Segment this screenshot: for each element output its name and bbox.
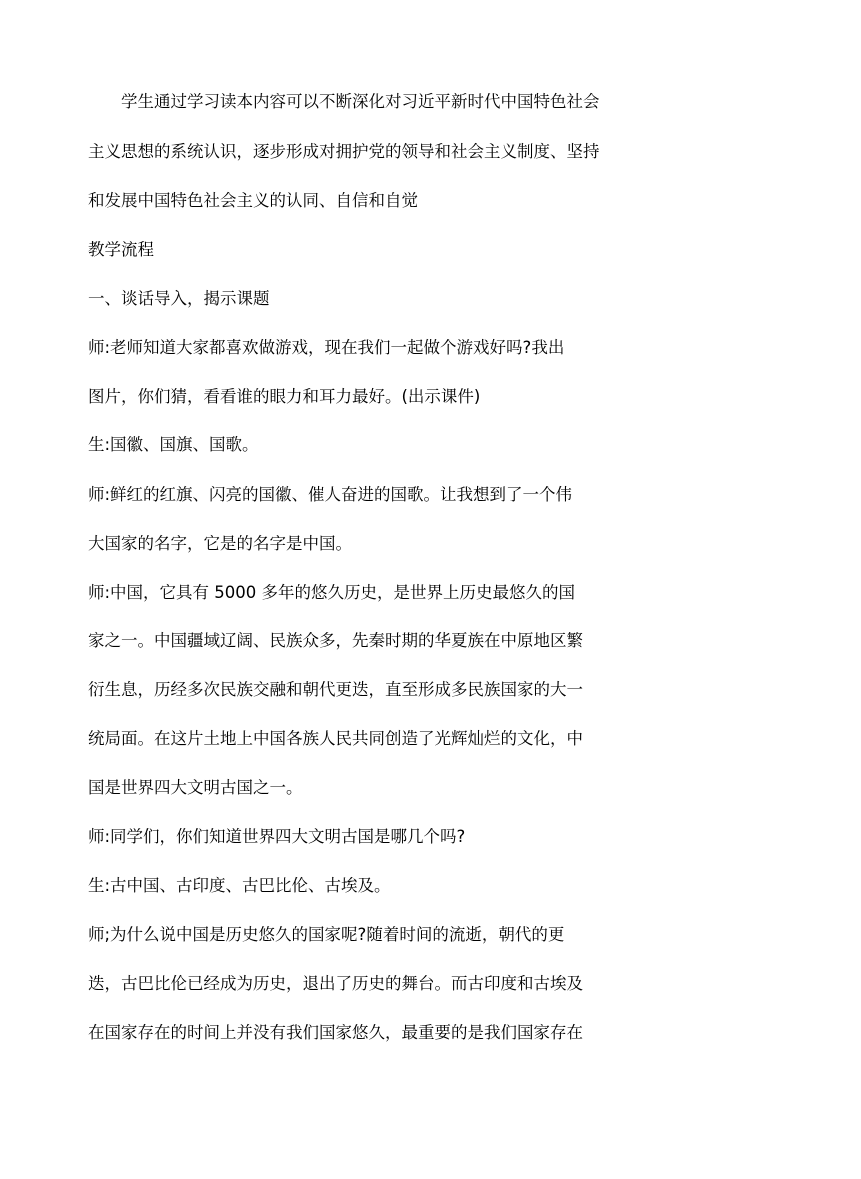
paragraph-line: 统局面。在这片土地上中国各族人民共同创造了光辉灿烂的文化，中 [88, 729, 583, 748]
paragraph-line: 大国家的名字，它是的名字是中国。 [88, 534, 352, 553]
paragraph-line: 图片，你们猜，看看谁的眼力和耳力最好。(出示课件) [88, 387, 481, 406]
paragraph-line: 师:老师知道大家都喜欢做游戏，现在我们一起做个游戏好吗?我出 [88, 338, 565, 357]
paragraph-line: 师:中国，它具有 5000 多年的悠久历史，是世界上历史最悠久的国 [88, 583, 576, 602]
paragraph-line: 迭，古巴比伦已经成为历史，退出了历史的舞台。而古印度和古埃及 [88, 974, 583, 993]
paragraph-line: 师:鲜红的红旗、闪亮的国徽、催人奋进的国歌。让我想到了一个伟 [88, 485, 573, 504]
paragraph-line: 国是世界四大文明古国之一。 [88, 778, 303, 797]
paragraph-line: 家之一。中国疆域辽阔、民族众多，先秦时期的华夏族在中原地区繁 [88, 631, 583, 650]
paragraph-line: 师;为什么说中国是历史悠久的国家呢?随着时间的流逝，朝代的更 [88, 925, 565, 944]
section-subheading: 一、谈话导入，揭示课题 [88, 289, 270, 308]
paragraph-line: 生:国徽、国旗、国歌。 [88, 435, 259, 454]
paragraph-line: 衍生息，历经多次民族交融和朝代更迭，直至形成多民族国家的大一 [88, 680, 583, 699]
paragraph-line: 和发展中国特色社会主义的认同、自信和自觉 [88, 191, 418, 210]
paragraph-line: 在国家存在的时间上并没有我们国家悠久，最重要的是我们国家存在 [88, 1023, 583, 1042]
paragraph-line: 生:古中国、古印度、古巴比伦、古埃及。 [88, 876, 391, 895]
paragraph-line: 学生通过学习读本内容可以不断深化对习近平新时代中国特色社会 [121, 92, 600, 111]
paragraph-line: 师:同学们，你们知道世界四大文明古国是哪几个吗? [88, 827, 466, 846]
paragraph-line: 主义思想的系统认识，逐步形成对拥护党的领导和社会主义制度、坚持 [88, 142, 600, 161]
section-heading: 教学流程 [88, 240, 154, 259]
